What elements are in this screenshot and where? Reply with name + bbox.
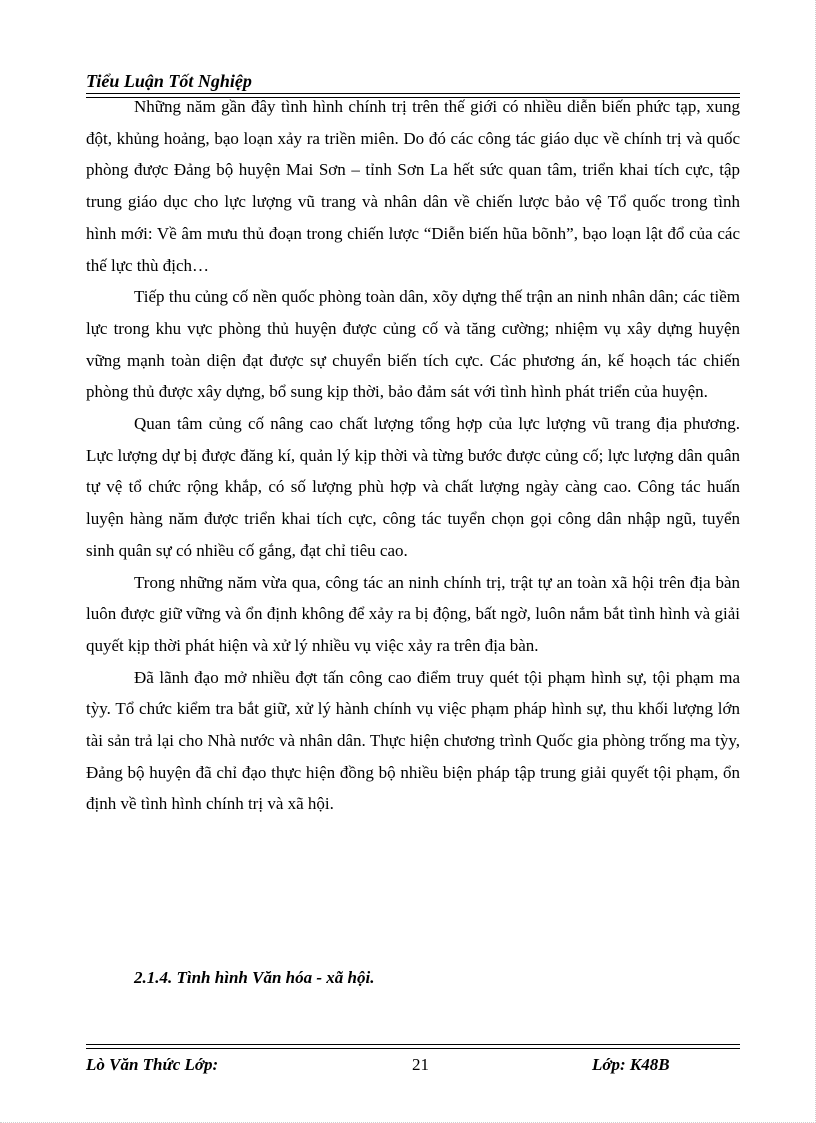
header-title: Tiểu Luận Tốt Nghiệp xyxy=(86,71,252,91)
footer-class: Lớp: K48B xyxy=(592,1055,670,1074)
page-footer xyxy=(86,1044,740,1078)
body-text xyxy=(86,91,740,820)
paragraph-3: Quan tâm củng cố nâng cao chất lượng tổng hợp của lực lượng vũ trang địa phương. Lực lượng dự bị được đăng kí, quản lý kịp thời và từng bước được củng cố; lực lượng dân quân tự vệ tổ chức rộng khắp, có số lượng phù hợp và chất lượng ngày càng cao. Công tác huấn luyện hàng năm được triển khai tích cực, công tác tuyển chọn gọi công dân nhập ngũ, tuyển sinh quân sự có nhiều cố gắng, đạt chỉ tiêu cao. xyxy=(86,414,740,560)
page-number: 21 xyxy=(412,1055,429,1074)
paragraph-1: Những năm gần đây tình hình chính trị trên thế giới có nhiều diễn biến phức tạp, xung đột, khủng hoảng, bạo loạn xảy ra triền miên. Do đó các công tác giáo dục về chính trị và quốc phòng được Đảng bộ huyện Mai Sơn – tỉnh Sơn La hết sức quan tâm, triển khai tích cực, tập trung giáo dục cho lực lượng vũ trang và nhân dân về chiến lược bảo vệ Tổ quốc trong tình hình mới: Về âm mưu thủ đoạn trong chiến lược “Diễn biến hũa bõnh”, bạo loạn lật đổ của các thế lực thù địch… xyxy=(86,97,740,275)
paragraph-2: Tiếp thu củng cố nền quốc phòng toàn dân, xõy dựng thế trận an ninh nhân dân; các tiềm lực trong khu vực phòng thủ huyện được củng cố và tăng cường; nhiệm vụ xây dựng huyện vững mạnh toàn diện đạt được sự chuyển biến tích cực. Các phương án, kế hoạch tác chiến phòng thủ được xây dựng, bổ sung kịp thời, bảo đảm sát với tình hình phát triển của huyện. xyxy=(86,287,740,402)
paragraph-5: Đã lãnh đạo mở nhiều đợt tấn công cao điểm truy quét tội phạm hình sự, tội phạm ma tỳy. Tổ chức kiểm tra bắt giữ, xử lý hành chính vụ việc phạm pháp hình sự, thu khối lượng lớn tài sản trả lại cho Nhà nước và nhân dân. Thực hiện chương trình Quốc gia phòng trống ma tỳy, Đảng bộ huyện đã chỉ đạo thực hiện đồng bộ nhiều biện pháp tập trung giải quyết tội phạm, ổn định về tình hình chính trị và xã hội. xyxy=(86,667,740,814)
footer-rule xyxy=(86,1044,740,1049)
footer-author: Lò Văn Thức Lớp: xyxy=(86,1055,219,1074)
paragraph-4: Trong những năm vừa qua, công tác an ninh chính trị, trật tự an toàn xã hội trên địa bàn luôn được giữ vững và ổn định không để xảy ra bị động, bất ngờ, luôn nắm bắt tình hình và giải quyết kịp thời phát hiện và xử lý nhiều vụ việc xảy ra trên địa bàn. xyxy=(86,572,740,655)
footer-row xyxy=(86,1052,740,1078)
section-heading: 2.1.4. Tình hình Văn hóa - xã hội. xyxy=(134,968,375,987)
